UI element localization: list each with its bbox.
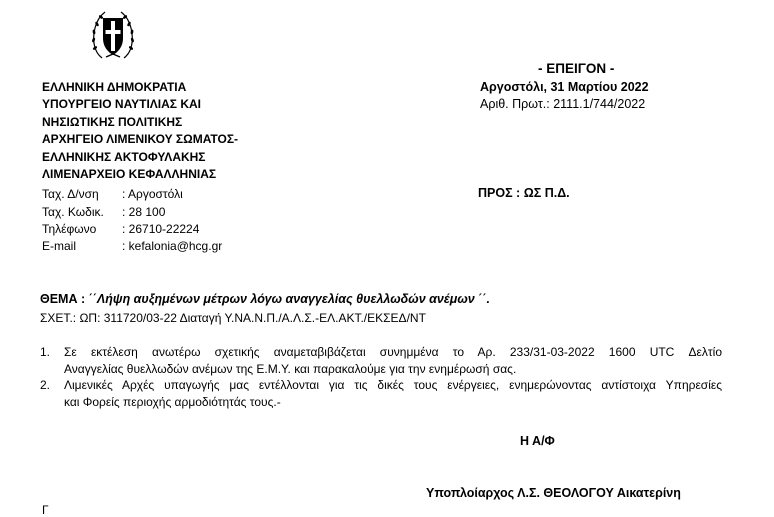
contact-label: E-mail: [42, 239, 77, 253]
subject-line: [40, 292, 490, 306]
contact-value: : Αργοστόλι: [122, 187, 183, 201]
contact-row: [42, 187, 183, 201]
contact-row: [42, 239, 223, 253]
contact-value: : kefalonia@hcg.gr: [122, 239, 223, 253]
coat-of-arms-emblem: [90, 8, 136, 62]
ministry-line: ΝΗΣΙΩΤΙΚΗΣ ΠΟΛΙΤΙΚΗΣ: [42, 114, 183, 129]
list-item: [40, 377, 722, 410]
signatory-name: Υποπλοίαρχος Λ.Σ. ΘΕΟΛΟΓΟΥ Αικατερίνη: [426, 486, 681, 500]
subject-label: ΘΕΜΑ :: [40, 292, 89, 306]
protocol-number: Αριθ. Πρωτ.: 2111.1/744/2022: [480, 97, 646, 111]
cutoff-text: Γ: [42, 503, 49, 517]
list-number: 1.: [40, 345, 51, 359]
contact-row: [42, 222, 200, 236]
contact-label: Ταχ. Δ/νση: [42, 187, 99, 201]
body-list: [40, 344, 722, 410]
ministry-header: [42, 79, 238, 183]
recipient: ΠΡΟΣ : ΩΣ Π.Δ.: [478, 186, 570, 200]
contact-value: : 26710-22224: [122, 222, 200, 236]
contact-label: Τηλέφωνο: [42, 222, 97, 236]
list-item: [40, 344, 722, 377]
ministry-line: ΕΛΛΗΝΙΚΗΣ ΑΚΤΟΦΥΛΑΚΗΣ: [42, 149, 206, 164]
ministry-line: ΥΠΟΥΡΓΕΙΟ ΝΑΥΤΙΛΙΑΣ ΚΑΙ: [42, 97, 202, 112]
ministry-line: ΕΛΛΗΝΙΚΗ ΔΗΜΟΚΡΑΤΙΑ: [42, 80, 187, 94]
list-line: και Φορείς περιοχής αρμοδιότητάς τους.-: [64, 394, 281, 409]
signing-office: Η Α/Φ: [520, 434, 555, 448]
list-line: Λιμενικές Αρχές υπαγωγής μας εντέλλονται για τις δικές τους ενέργειες, ενημερώνοντας αντίστοιχα Υπηρεσίες: [64, 378, 722, 392]
list-line: Αναγγελίας θυελλωδών ανέμων της Ε.Μ.Υ. και παρακαλούμε για την ενημέρωσή σας.: [64, 361, 517, 376]
contact-row: [42, 205, 166, 219]
subject-text: ΄΄Λήψη αυξημένων μέτρων λόγω αναγγελίας θυελλωδών ανέμων ΄΄.: [88, 292, 491, 306]
contact-value: : 28 100: [122, 205, 166, 219]
reference-line: ΣΧΕΤ.: ΩΠ: 311720/03-22 Διαταγή Υ.ΝΑ.Ν.Π./Α.Λ.Σ.-ΕΛ.ΑΚΤ./ΕΚΣΕΔ/ΝΤ: [40, 311, 426, 325]
ministry-line: ΛΙΜΕΝΑΡΧΕΙΟ ΚΕΦΑΛΛΗΝΙΑΣ: [42, 167, 217, 182]
contact-label: Ταχ. Κωδικ.: [42, 205, 104, 219]
document-date: Αργοστόλι, 31 Μαρτίου 2022: [480, 80, 649, 94]
ministry-line: ΑΡΧΗΓΕΙΟ ΛΙΜΕΝΙΚΟΥ ΣΩΜΑΤΟΣ-: [42, 132, 239, 147]
list-line: Σε εκτέλεση ανωτέρω σχετικής αναμεταβιβάζεται συνημμένα το Αρ. 233/31-03-2022 1600 UTC Δελτίο: [64, 345, 722, 359]
list-number: 2.: [40, 378, 51, 392]
urgency-label: - ΕΠΕΙΓΟΝ -: [538, 61, 615, 76]
